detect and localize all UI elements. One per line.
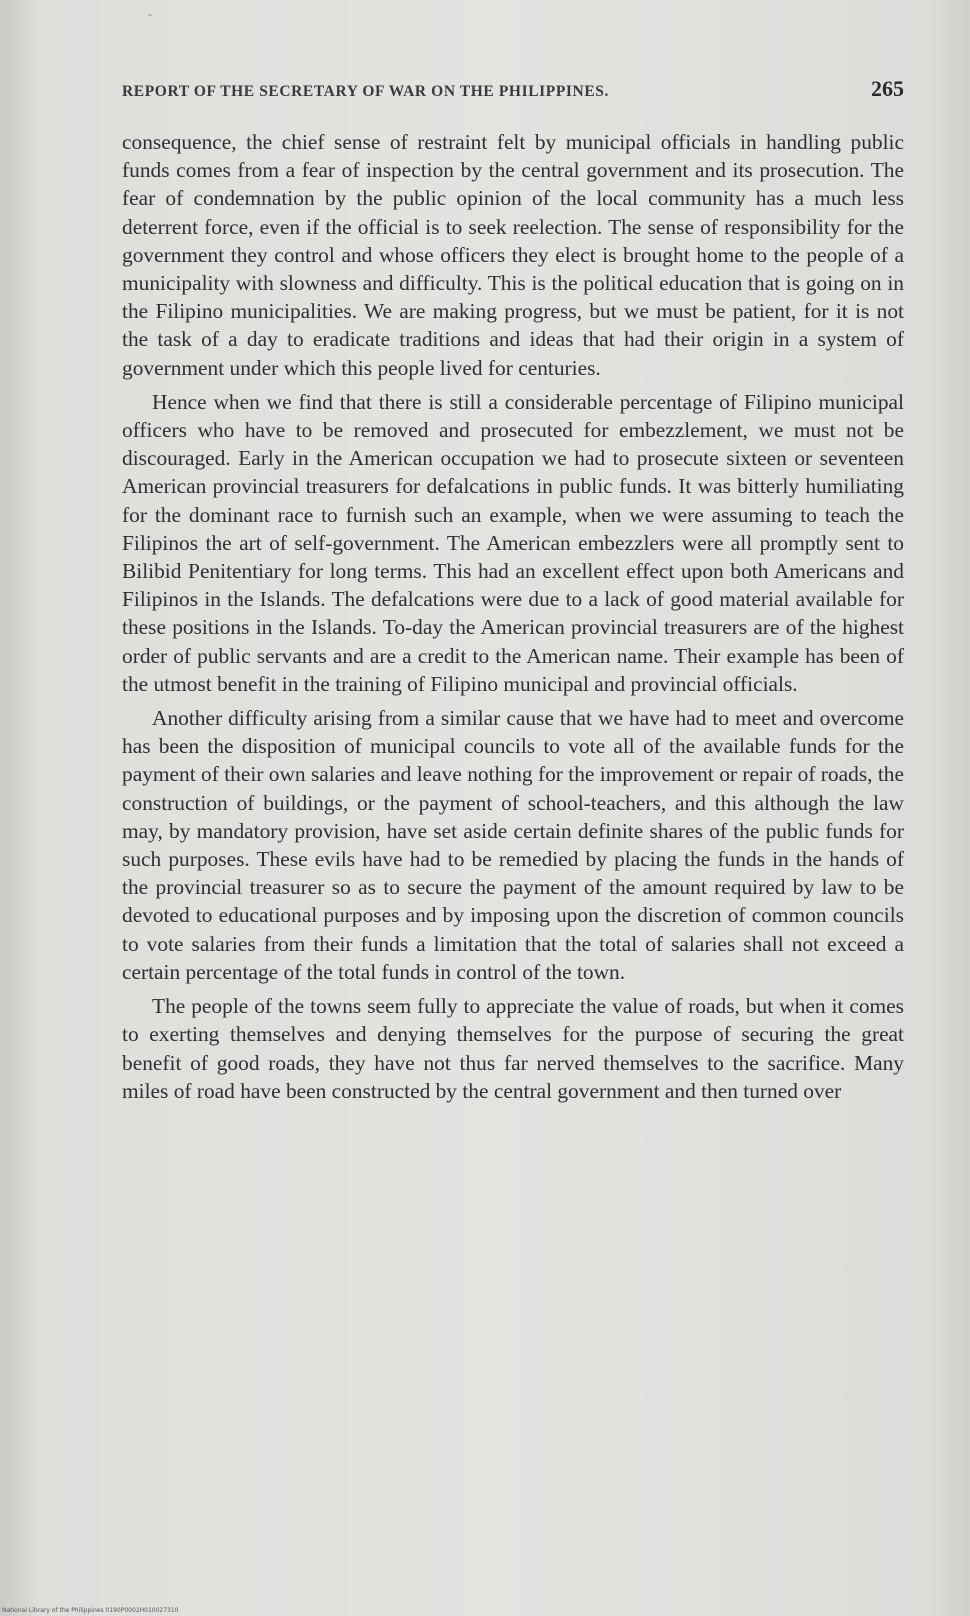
- body-text: [122, 128, 904, 1111]
- paragraph-4: The people of the towns seem fully to appreciate the value of roads, but when it comes to exerting themselves and denying themselves for the purpose of securing the great benefit of good roads, they have not thus far nerved themselves to the sacrifice. Many miles of road have been constructed by the central government and then turned over: [122, 994, 904, 1103]
- paragraph-2: Hence when we find that there is still a considerable percentage of Filipino municipal officers who have to be removed and prosecuted for embezzlement, we must not be discouraged. Early in the American occupation we had to prosecute sixteen or seventeen American provincial treasurers for defalcations in public funds. It was bitterly humiliating for the dominant race to furnish such an example, when we were assuming to teach the Filipinos the art of self-government. The American embezzlers were all promptly sent to Bilibid Penitentiary for long terms. This had an excellent effect upon both Americans and Filipinos in the Islands. The defalcations were due to a lack of good material available for these positions in the Islands. To-day the American provincial treasurers are of the highest order of public servants and are a credit to the American name. Their example has been of the utmost benefit in the training of Filipino municipal and provincial officials.: [122, 389, 904, 696]
- page-number: 265: [871, 76, 904, 101]
- running-head: REPORT OF THE SECRETARY OF WAR ON THE PHILIPPINES.: [122, 83, 609, 100]
- page-header: [122, 76, 904, 112]
- paragraph-1: consequence, the chief sense of restraint felt by municipal officials in handling public funds comes from a fear of inspection by the central government and its prosecution. The fear of condemnation by the public opinion of the local community has a much less deterrent force, even if the official is to seek reelection. The sense of responsibility for the government they control and whose officers they elect is brought home to the people of a municipality with slowness and difficulty. This is the political education that is going on in the Filipino municipalities. We are making progress, but we must be patient, for it is not the task of a day to eradicate traditions and ideas that had their origin in a system of government under which this people lived for centuries.: [122, 130, 904, 380]
- scan-speck: [148, 14, 152, 16]
- paragraph-3: Another difficulty arising from a similar cause that we have had to meet and overcome has been the disposition of municipal councils to vote all of the available funds for the payment of their own salaries and leave nothing for the improvement or repair of roads, the construction of buildings, or the payment of school-teachers, and this although the law may, by mandatory provision, have set aside certain definite shares of the public funds for such purposes. These evils have had to be remedied by placing the funds in the hands of the provincial treasurer so as to secure the payment of the amount required by law to be devoted to educational purposes and by imposing upon the discretion of common councils to vote salaries from their funds a limitation that the total of salaries shall not exceed a certain percentage of the total funds in control of the town.: [122, 706, 904, 984]
- scan-footer-note: National Library of the Philippines 0190P0002H010027310: [2, 1607, 179, 1614]
